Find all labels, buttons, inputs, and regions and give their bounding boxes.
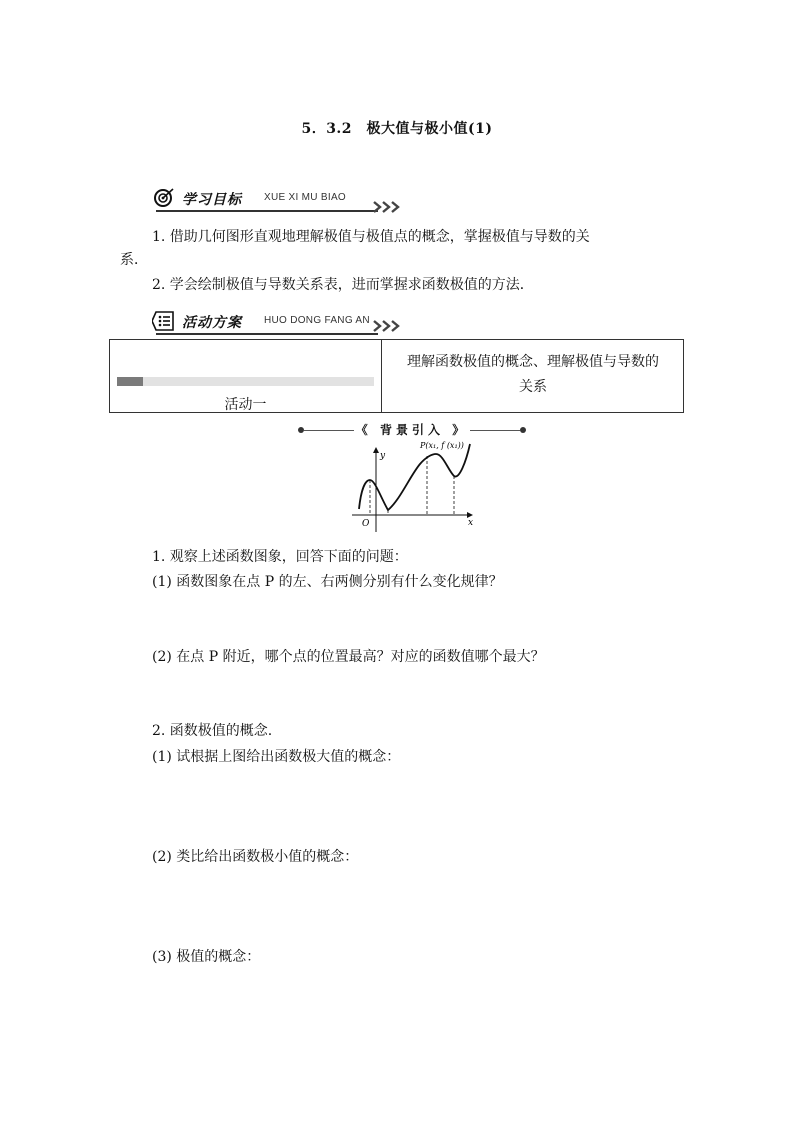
- question-2-part-2: (2) 类比给出函数极小值的概念：: [152, 849, 359, 865]
- question-1-part-2: (2) 在点 P 附近，哪个点的位置最高？对应的函数值哪个最大？: [152, 649, 545, 665]
- activity-description-line-2: 关系: [519, 379, 547, 395]
- goals-banner-pinyin: XUE XI MU BIAO: [264, 192, 346, 203]
- question-1-part-1: (1) 函数图象在点 P 的左、右两侧分别有什么变化规律？: [152, 574, 503, 590]
- page-title: 5．3.2 极大值与极小值(1): [301, 121, 493, 137]
- activity-progress-fill: [117, 377, 143, 386]
- section-heading-title: 背景引入: [379, 423, 444, 437]
- goal-item-1: 1. 借助几何图形直观地理解极值与极值点的概念，掌握极值与导数的关: [152, 229, 590, 245]
- activity-table: [109, 339, 684, 413]
- question-2: 2. 函数极值的概念.: [152, 723, 273, 739]
- goals-banner-rule: [156, 210, 378, 212]
- list-icon: [152, 311, 174, 331]
- target-icon: [152, 188, 174, 208]
- activity-description: [382, 350, 684, 400]
- plan-banner-title: 活动方案: [182, 315, 242, 331]
- chevron-arrows-icon: [372, 319, 404, 333]
- activity-label: 活动一: [224, 397, 267, 413]
- goal-item-2: 2. 学会绘制极值与导数关系表，进而掌握求函数极值的方法．: [152, 277, 534, 293]
- chevron-arrows-icon: [372, 200, 404, 214]
- origin-label: O: [362, 519, 370, 529]
- question-1: 1. 观察上述函数图象，回答下面的问题：: [152, 549, 408, 565]
- x-axis-label: x: [468, 518, 474, 528]
- point-p-label: P(x₁, f (x₁)): [420, 441, 464, 450]
- activity-cell-left: [110, 340, 382, 412]
- section-heading-right-mark: 》: [452, 423, 469, 437]
- question-2-part-1: (1) 试根据上图给出函数极大值的概念：: [152, 749, 401, 765]
- activity-description-line-1: 理解函数极值的概念、理解极值与导数的: [407, 354, 659, 370]
- section-heading-left-mark: 《: [355, 423, 372, 437]
- section-heading: [298, 420, 526, 440]
- y-axis-label: y: [380, 451, 386, 461]
- goals-banner-title: 学习目标: [182, 192, 242, 208]
- plan-banner: [152, 309, 404, 335]
- plan-banner-rule: [156, 333, 378, 335]
- goals-banner: [152, 186, 404, 212]
- section-heading-text: [298, 421, 526, 438]
- plan-banner-pinyin: HUO DONG FANG AN: [264, 315, 370, 326]
- function-graph: [340, 438, 490, 534]
- goal-item-1-continued: 系．: [120, 252, 148, 268]
- activity-progress-bar: [117, 377, 374, 386]
- question-2-part-3: (3) 极值的概念：: [152, 949, 261, 965]
